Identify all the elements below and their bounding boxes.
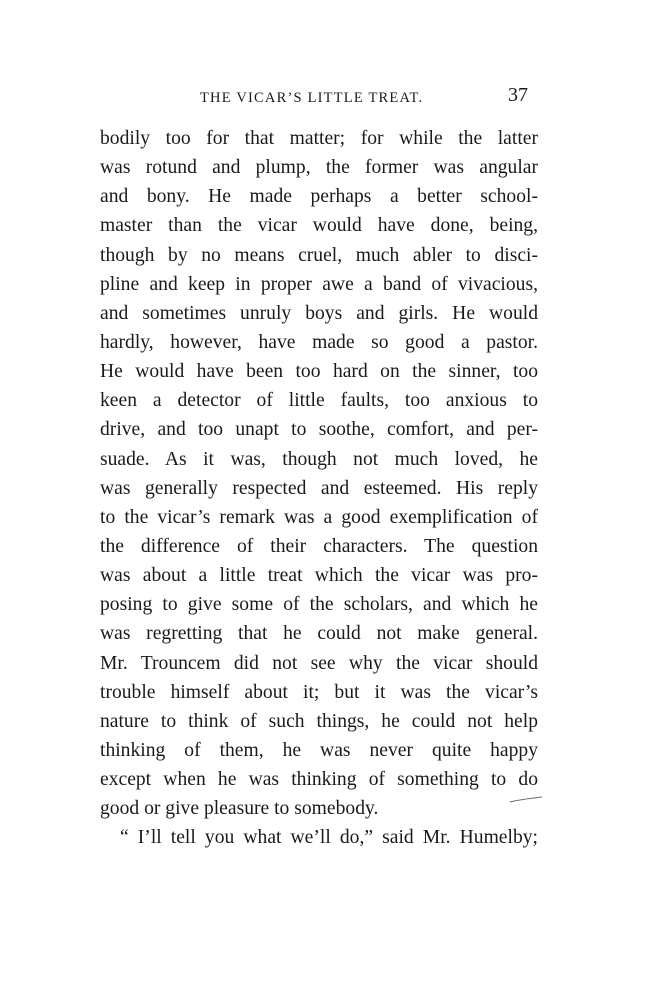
text-line: bodily too for that matter; for while the latter [100,128,538,149]
text-line: nature to think of such things, he could not help [100,710,538,732]
text-line: though by no means cruel, much abler to disci- [100,244,538,266]
body-text [100,124,538,853]
text-line: was generally respected and esteemed. His reply [100,477,538,499]
text-line: keen a detector of little faults, too anxious to [100,390,538,412]
running-title: THE VICAR’S LITTLE TREAT. [200,90,424,106]
text-line: and bony. He made perhaps a better school- [100,186,538,208]
text-line: hardly, however, have made so good a pastor. [100,331,538,353]
text-line: good or give pleasure to somebody. [100,798,379,820]
text-line: pline and keep in proper awe a band of vivacious, [100,273,538,295]
text-line: Mr. Trouncem did not see why the vicar should [100,652,538,674]
text-line: He would have been too hard on the sinner, too [100,361,538,383]
text-line: suade. As it was, though not much loved, he [100,448,538,470]
text-line: “ I’ll tell you what we’ll do,” said Mr. Humelby; [120,827,538,849]
page-number: 37 [508,84,528,106]
text-line: was regretting that he could not make general. [100,623,538,645]
text-line: thinking of them, he was never quite happy [100,739,538,761]
text-line: was rotund and plump, the former was angular [100,157,538,179]
text-line: was about a little treat which the vicar was pro- [100,565,538,587]
running-head [100,84,540,112]
text-line: trouble himself about it; but it was the vicar’s [100,681,538,703]
text-line: posing to give some of the scholars, and which he [100,594,538,616]
ink-mark [509,796,543,804]
text-line: master than the vicar would have done, being, [100,215,538,237]
text-line: drive, and too unapt to soothe, comfort, and per- [100,419,538,441]
text-line: except when he was thinking of something to do [100,769,538,791]
text-line: to the vicar’s remark was a good exemplification of [100,506,538,528]
text-line: and sometimes unruly boys and girls. He would [100,302,538,324]
text-line: the difference of their characters. The question [100,535,538,557]
